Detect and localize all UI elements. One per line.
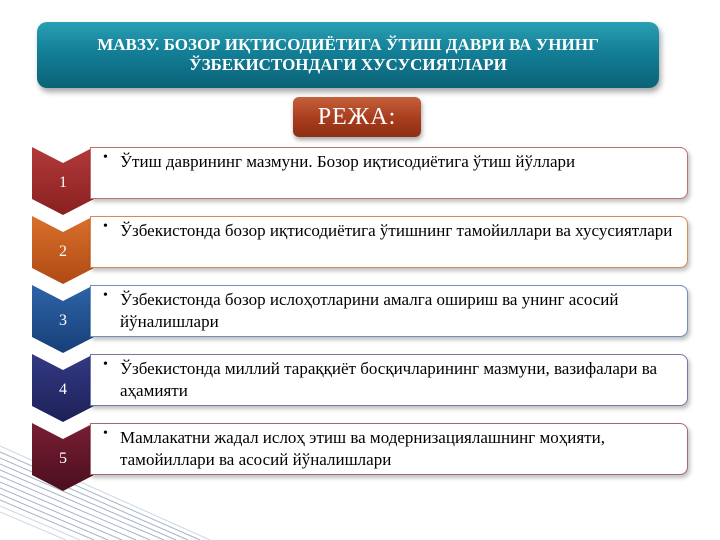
plan-label: РЕЖА: [317, 103, 397, 130]
plan-badge [293, 97, 421, 137]
item-number: 4 [59, 381, 67, 398]
plan-item-1 [32, 147, 688, 215]
plan-item-5 [32, 423, 688, 491]
item-card [90, 285, 688, 337]
bullet-icon: • [103, 150, 108, 165]
bullet-icon: • [103, 426, 108, 441]
plan-item-4 [32, 354, 688, 422]
item-number: 5 [59, 450, 67, 467]
item-number: 3 [59, 312, 67, 329]
plan-item-3 [32, 285, 688, 353]
item-card [90, 147, 688, 199]
item-card [90, 423, 688, 475]
item-card [90, 354, 688, 406]
item-text: Ўтиш даврининг мазмуни. Бозор иқтисодиётига ўтиш йўллари [120, 152, 576, 171]
bullet-icon: • [103, 219, 108, 234]
item-number: 1 [59, 174, 67, 191]
item-text: Ўзбекистонда бозор иқтисодиётига ўтишнинг тамойиллари ва хусусиятлари [120, 221, 673, 240]
slide-title-banner [37, 22, 659, 88]
item-card [90, 216, 688, 268]
item-text: Ўзбекистонда миллий тараққиёт босқичларининг мазмуни, вазифалари ва аҳамияти [120, 359, 658, 400]
plan-item-2 [32, 216, 688, 284]
item-text: Мамлакатни жадал ислоҳ этиш ва модернизациялашнинг моҳияти, тамойиллари ва асосий йўналишлари [120, 428, 605, 469]
slide-title: МАВЗУ. БОЗОР ИҚТИСОДИЁТИГА ЎТИШ ДАВРИ ВА УНИНГ ЎЗБЕКИСТОНДАГИ ХУСУСИЯТЛАРИ [97, 35, 599, 74]
item-text: Ўзбекистонда бозор ислоҳотларини амалга ошириш ва унинг асосий йўналишлари [120, 290, 619, 331]
item-number: 2 [59, 243, 67, 260]
bullet-icon: • [103, 357, 108, 372]
bullet-icon: • [103, 288, 108, 303]
